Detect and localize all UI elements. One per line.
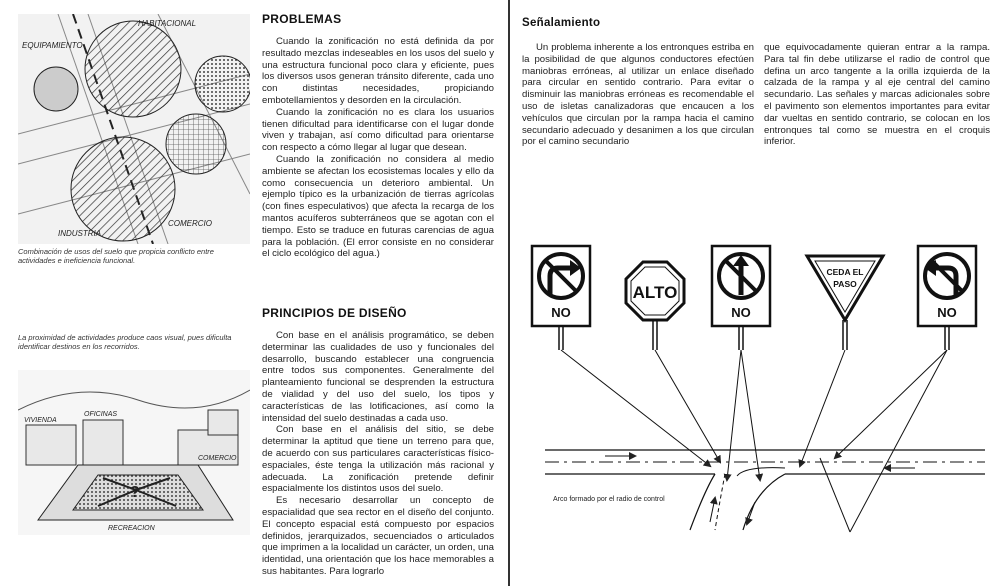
heading-senalamiento: Señalamiento xyxy=(522,17,601,29)
senalamiento-col2 xyxy=(764,42,990,148)
label-comercio2: COMERCIO xyxy=(198,455,237,462)
svg-text:?: ? xyxy=(130,484,140,501)
label-oficinas: OFICINAS xyxy=(84,411,118,418)
page-divider xyxy=(508,0,510,586)
heading-principios: PRINCIPIOS DE DISEÑO xyxy=(262,306,407,320)
problemas-paragraph: Cuando la zonificación no es clara los usuarios tienen dificultad para identificarse con el lugar donde viven y trabajan, así como dificultad para orientarse con respecto a cómo llegar al lugar que desean. xyxy=(262,106,494,154)
label-vivienda: VIVIENDA xyxy=(24,417,57,424)
label-equipamiento: EQUIPAMIENTO xyxy=(22,41,83,50)
no-straight-sign xyxy=(712,246,770,350)
senalamiento-col2-text: que equivocadamente quieran entrar a la rampa. Para tal fin debe utilizarse el radio de control que defina un arco tangente a la orilla izquierda de la calzada de la rampa y al eje central del camino secundario. Las señales y marcas adicionales sobre el pavimento son elementos importantes para evitar dar vueltas en sentido contrario, se colocan en los entronques tal como se muestra en el croquis inferior. xyxy=(764,42,990,148)
interchange-signage-diagram xyxy=(515,240,995,540)
no-left-label: NO xyxy=(937,305,957,320)
problemas-paragraph: Cuando la zonificación no está definida da por resultado mezclas indeseables en los usos del suelo y una estructura funcional poco clara y eficiente, pues los diversos usos generan tránsito diferente, cada uno con distintas necesidades, propiciando embotellamientos y desorden en la circulación. xyxy=(262,36,494,106)
senalamiento-col1 xyxy=(522,42,754,148)
figure2-caption: La proximidad de actividades produce caos visual, pues dificulta identificar destinos en los recorridos. xyxy=(18,333,232,351)
heading-problemas: PROBLEMAS xyxy=(262,12,342,26)
ceda-line2: PASO xyxy=(833,279,857,289)
label-comercio: COMERCIO xyxy=(168,219,212,228)
principios-paragraph: Es necesario desarrollar un concepto de espacialidad que sea rector en el diseño del conjunto. El concepto espacial está compuesto por espacios definidos, jerarquizados, secuenciados o articulados que imprimen a la localidad un carácter, un orden, una identidad, una orientación que los hace memorables a sus habitantes. Para lograrlo xyxy=(262,495,494,577)
problemas-paragraph: Cuando la zonificación no considera al medio ambiente se afectan los ecosistemas locales y ello da como consecuencia un deterioro ambiental. Un ejemplo típico es la urbanización de tierras agrícolas (con fines especulativos) que afecta la recarga de los mantos acuíferos subterráneos que se agotan con el tiempo. Esto se traduce en futuras carencias de agua para la población. (El error consiste en no considerar el ciclo ecológico del agua.) xyxy=(262,153,494,260)
visual-chaos-illustration xyxy=(18,370,250,535)
label-industria: INDUSTRIA xyxy=(58,229,102,238)
figure1-caption: Combinación de usos del suelo que propicia conflicto entre actividades e ineficiencia funcional. xyxy=(18,247,214,265)
alto-label: ALTO xyxy=(632,283,678,302)
no-left-turn-sign xyxy=(918,246,976,350)
principios-text xyxy=(262,330,494,586)
no-straight-label: NO xyxy=(731,305,751,320)
label-habitacional: HABITACIONAL xyxy=(138,19,197,28)
diagram-caption: Arco formado por el radio de control xyxy=(553,496,665,503)
principios-paragraph: Con base en el análisis programático, se deben determinar las cualidades de uso y funcionales del desarrollo, buscando establecer una congruencia entre todos sus componentes. Generalmente del planteamiento funcional se desprenden la estructura de vialidad y del uso del suelo, los tipos y características de las lotificaciones, así como la intensidad del suelo destinadas a cada uso. xyxy=(262,330,494,424)
principios-paragraph: Con base en el análisis del sitio, se debe determinar la aptitud que tiene un terreno para que, de acuerdo con sus particulares características físico-espaciales, éste tenga la utilización más racional y adecuada. La zonificación pretende definir espacialmente los distintos usos del suelo. xyxy=(262,424,494,495)
ceda-line1: CEDA EL xyxy=(826,267,864,277)
no-right-turn-sign xyxy=(532,246,590,350)
alto-stop-sign xyxy=(626,262,684,350)
label-recreacion: RECREACION xyxy=(108,525,155,532)
senalamiento-col1-text: Un problema inherente a los entronques estriba en la posibilidad de que algunos conductores efectúen maniobras erróneas, al utilizar un enlace diseñado para circular en sentido contrario. Para evitar o disminuir las maniobras erróneas es recomendable el uso de isletas canalizadoras que encaucen a los vehículos que circulan por la rampa hacia el camino secundario adecuado y desanimen a los que circulan por el camino secundario xyxy=(522,42,754,148)
no-right-label: NO xyxy=(551,305,571,320)
land-use-conflict-illustration xyxy=(18,14,250,244)
yield-sign xyxy=(807,256,883,350)
problemas-text xyxy=(262,36,494,260)
